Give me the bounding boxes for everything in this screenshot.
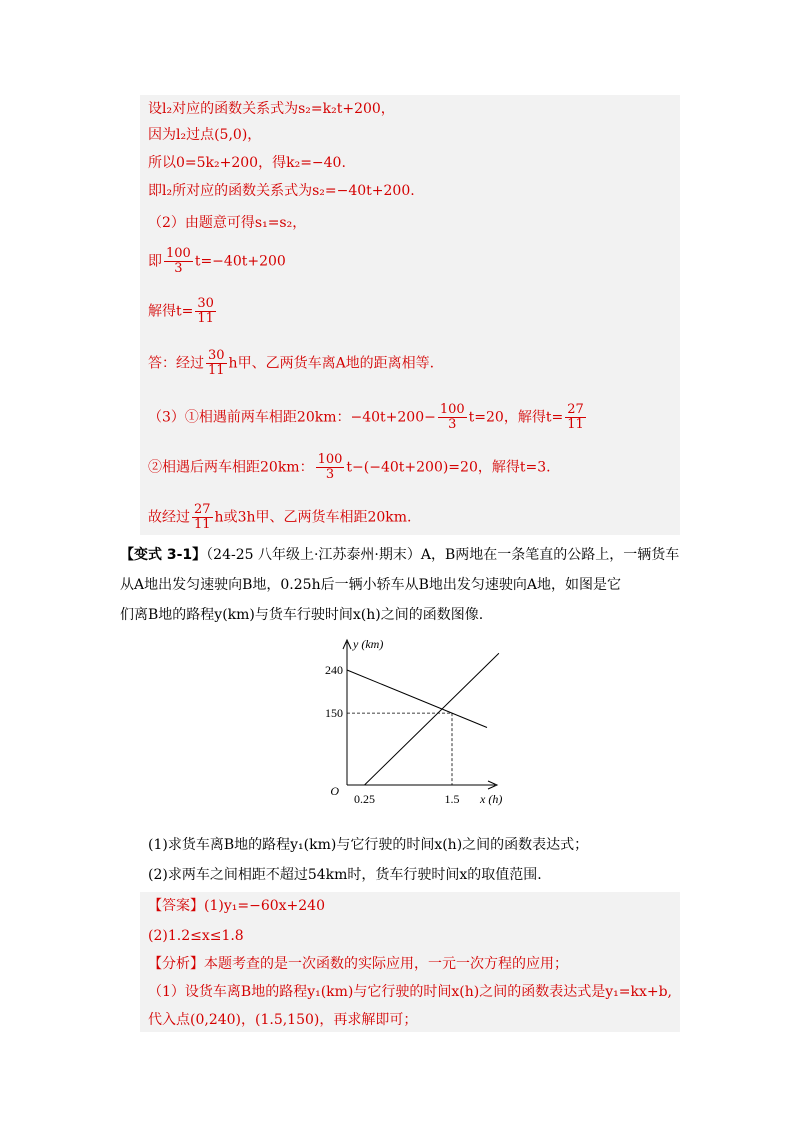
problem-source: （24-25 八年级上·江苏泰州·期末）: [206, 547, 421, 563]
x-axis-label: x (h): [480, 792, 503, 806]
y-tick-label: 150: [325, 706, 343, 721]
origin-label: O: [330, 784, 339, 798]
series-line-1: [347, 670, 487, 728]
solution-line-11: [148, 503, 412, 532]
numerator: 30: [208, 348, 225, 363]
question-1: (1)求货车离B地的路程y₁(km)与它行驶的时间x(h)之间的函数表达式；: [148, 837, 589, 853]
denominator: 3: [174, 261, 183, 276]
text-segment: t=−40t+200: [194, 253, 286, 270]
text-segment: ②相遇后两车相距20km：: [148, 459, 314, 476]
answer-line-3: 【分析】本题考查的是一次函数的实际应用，一元一次方程的应用；: [148, 956, 568, 972]
solution-line-8: [148, 349, 434, 378]
text-segment: 答：经过: [148, 355, 204, 372]
fraction: [164, 247, 193, 276]
numerator: 27: [567, 402, 584, 417]
fraction: [316, 453, 345, 482]
numerator: 30: [197, 296, 214, 311]
problem-line-2: 从A地出发匀速驶向B地，0.25h后一辆小轿车从B地出发匀速驶向A地，如图是它: [120, 577, 621, 593]
problem-line-1: [120, 545, 679, 565]
text-segment: （3）①相遇前两车相距20km：−40t+200−: [148, 409, 436, 426]
solution-line-10: [148, 453, 551, 482]
solution-block: [140, 95, 680, 535]
fraction: [438, 403, 467, 432]
text-segment: t−(−40t+200)=20，解得t=3.: [346, 459, 551, 476]
denominator: 11: [194, 517, 211, 532]
x-tick-label: 1.5: [444, 792, 460, 806]
denominator: 11: [208, 363, 225, 378]
numerator: 100: [439, 402, 465, 417]
problem-text: A，B两地在一条笔直的公路上，一辆货车: [420, 547, 680, 563]
function-graph: [300, 630, 520, 815]
text-segment: 即: [148, 253, 162, 270]
problem-tag: 【变式 3-1】: [120, 547, 207, 563]
y-tick-label: 240: [325, 663, 343, 677]
solution-line-4: 即l₂所对应的函数关系式为s₂=−40t+200.: [148, 183, 415, 199]
text-segment: h甲、乙两货车离A地的距离相等.: [228, 355, 435, 372]
denominator: 11: [197, 311, 214, 326]
solution-line-1: 设l₂对应的函数关系式为s₂=k₂t+200，: [148, 101, 395, 117]
text-segment: 故经过: [148, 509, 190, 526]
fraction: [195, 297, 216, 326]
problem-line-3: 们离B地的路程y(km)与货车行驶时间x(h)之间的函数图像.: [120, 607, 484, 623]
answer-line-1: 【答案】(1)y₁=−60x+240: [148, 898, 325, 914]
denominator: 11: [567, 417, 584, 432]
answer-line-4: （1）设货车离B地的路程y₁(km)与它行驶的时间x(h)之间的函数表达式是y₁=kx+b,: [148, 984, 673, 1000]
numerator: 100: [166, 246, 191, 261]
fraction: [206, 349, 227, 378]
numerator: 100: [317, 452, 343, 467]
question-2: (2)求两车之间相距不超过54km时，货车行驶时间x的取值范围.: [148, 867, 542, 883]
answer-line-2: (2)1.2≤x≤1.8: [148, 928, 244, 944]
text-segment: t=20，解得t=: [468, 409, 564, 426]
y-axis-label: y (km): [353, 637, 384, 651]
text-segment: 解得t=: [148, 303, 194, 320]
solution-line-6: [148, 247, 286, 276]
solution-line-3: 所以0=5k₂+200，得k₂=−40.: [148, 155, 346, 171]
fraction: [565, 403, 586, 432]
denominator: 3: [448, 417, 457, 432]
solution-line-2: 因为l₂过点(5,0)，: [148, 127, 262, 143]
solution-line-7: [148, 297, 218, 326]
fraction: [192, 503, 213, 532]
answer-block: [140, 892, 680, 1032]
x-tick-label: 0.25: [354, 792, 375, 806]
solution-line-5: （2）由题意可得s₁=s₂，: [148, 215, 307, 231]
series-line-2: [365, 653, 499, 785]
answer-line-5: 代入点(0,240)，(1.5,150)，再求解即可；: [148, 1012, 418, 1028]
numerator: 27: [194, 502, 211, 517]
solution-line-9: [148, 403, 588, 432]
denominator: 3: [325, 467, 335, 482]
text-segment: h或3h甲、乙两货车相距20km.: [214, 509, 412, 526]
